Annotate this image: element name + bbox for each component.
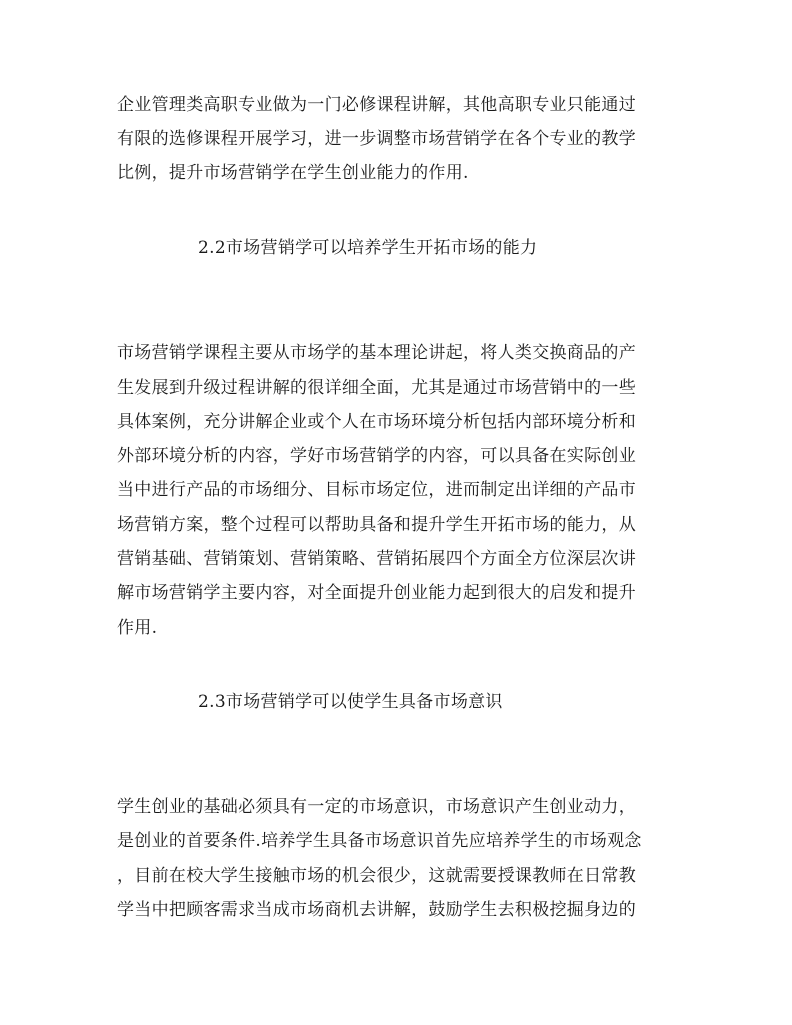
paragraph-2-line-2: 生发展到升级过程讲解的很详细全面，尤其是通过市场营销中的一些 [117,378,636,398]
section-heading-2-3: 2.3市场营销学可以使学生具备市场意识 [198,692,503,712]
paragraph-2-line-6: 场营销方案，整个过程可以帮助具备和提升学生开拓市场的能力，从 [117,515,636,535]
paragraph-2-line-9: 作用. [117,618,158,638]
paragraph-2-line-3: 具体案例，充分讲解企业或个人在市场环境分析包括内部环境分析和 [117,412,636,432]
paragraph-3-line-1: 学生创业的基础必须具有一定的市场意识，市场意识产生创业动力， [117,797,636,817]
paragraph-3-line-2: 是创业的首要条件.培养学生具备市场意识首先应培养学生的市场观念 [117,831,642,851]
paragraph-1-line-2: 有限的选修课程开展学习，进一步调整市场营销学在各个专业的教学 [117,129,636,149]
paragraph-2-line-1: 市场营销学课程主要从市场学的基本理论讲起，将人类交换商品的产 [117,343,636,363]
paragraph-2-line-7: 营销基础、营销策划、营销策略、营销拓展四个方面全方位深层次讲 [117,549,636,569]
paragraph-3-line-4: 学当中把顾客需求当成市场商机去讲解，鼓励学生去积极挖掘身边的 [117,900,636,920]
paragraph-1-line-1: 企业管理类高职专业做为一门必修课程讲解，其他高职专业只能通过 [117,95,636,115]
paragraph-1-line-3: 比例，提升市场营销学在学生创业能力的作用. [117,163,469,183]
paragraph-2-line-5: 当中进行产品的市场细分、目标市场定位，进而制定出详细的产品市 [117,480,636,500]
paragraph-3-line-3: ，目前在校大学生接触市场的机会很少，这就需要授课教师在日常教 [117,866,636,886]
paragraph-2-line-8: 解市场营销学主要内容，对全面提升创业能力起到很大的启发和提升 [117,583,636,603]
paragraph-2-line-4: 外部环境分析的内容，学好市场营销学的内容，可以具备在实际创业 [117,446,636,466]
section-heading-2-2: 2.2市场营销学可以培养学生开拓市场的能力 [198,238,538,258]
